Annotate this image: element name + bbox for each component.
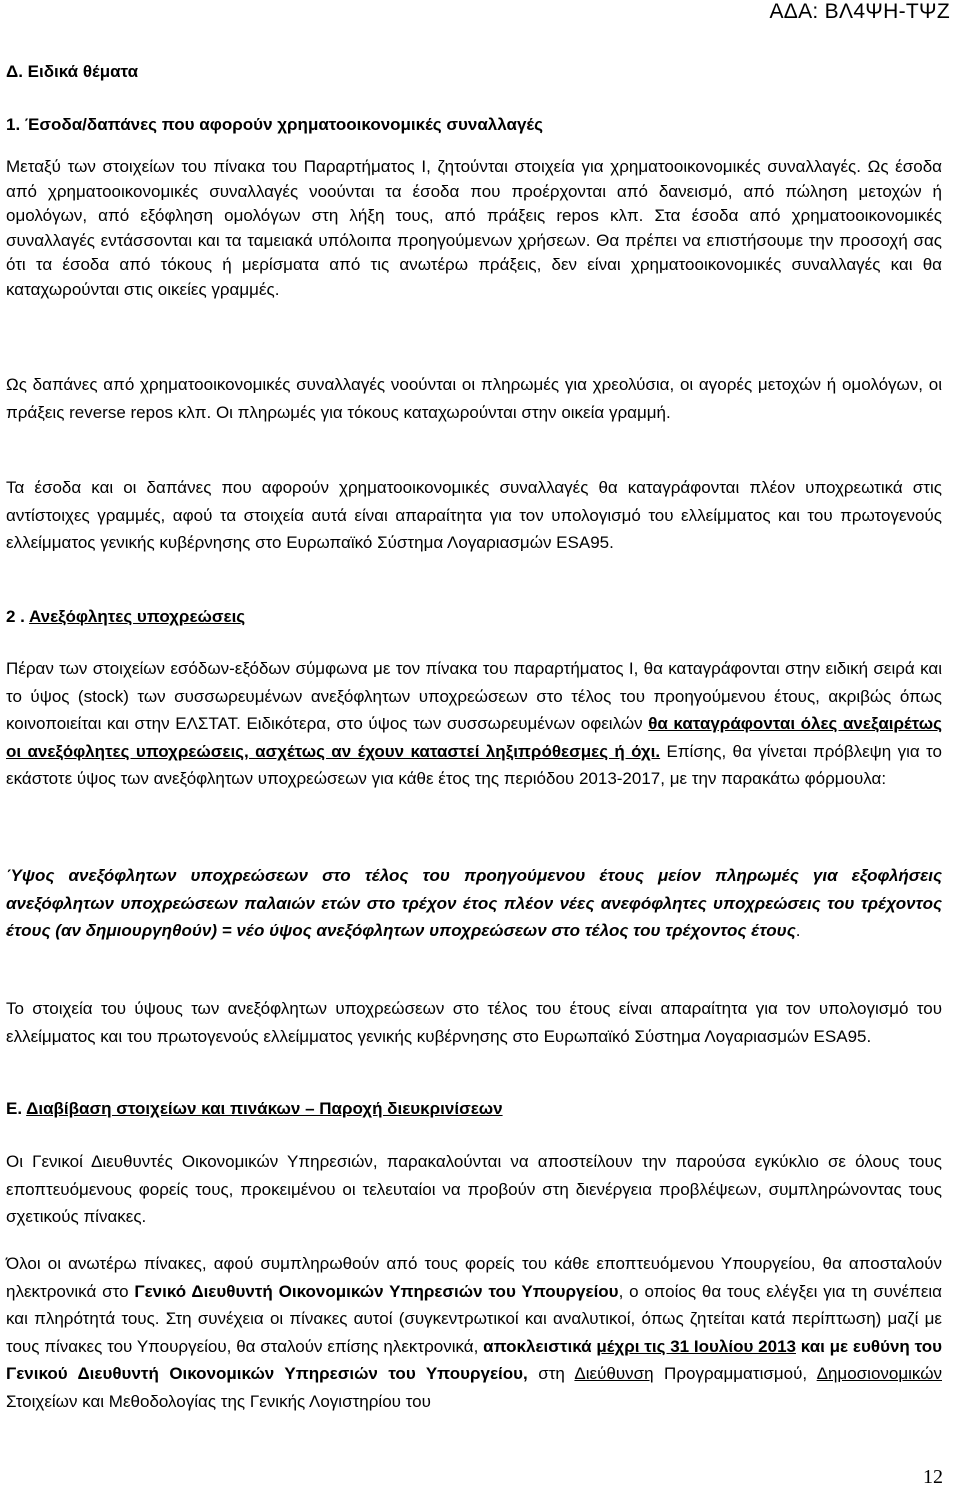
p7-responsibility: και με ευθύνη του Γενικού Διευθυντή Οικονομικών Υπηρεσιών του Υπουργείου, bbox=[6, 1336, 942, 1383]
paragraph-general-directors: Οι Γενικοί Διευθυντές Οικονομικών Υπηρεσιών, παρακαλούνται να αποστείλουν την παρούσα εγκύκλιο σε όλους τους εποπτευόμενους φορείς τους, προκειμένου οι τελευταίοι να προβούν στη διενέργεια προβλέψεων, συμπληρώνοντας τους σχετικούς πίνακες. bbox=[6, 1152, 942, 1226]
section-d-title: Δ. Ειδικά θέματα bbox=[6, 62, 139, 81]
section-d2-title bbox=[6, 607, 245, 627]
paragraph-esa95: Το στοιχεία του ύψους των ανεξόφλητων υποχρεώσεων στο τέλος του έτους είναι απαραίτητα για τον υπολογισμό του ελλείμματος και του πρωτογενούς ελλείμματος γενικής κυβέρνησης στο Ευρωπαϊκό Σύστημα Λογαριασμών ESA95. bbox=[6, 999, 942, 1046]
page-number: 12 bbox=[923, 1466, 943, 1488]
paragraph-submission bbox=[6, 1250, 942, 1415]
p7-directorate: Διεύθυνση bbox=[574, 1364, 654, 1383]
section-d1-title: 1. Έσοδα/δαπάνες που αφορούν χρηματοοικονομικές συναλλαγές bbox=[6, 115, 543, 134]
p7-text-g: στη bbox=[527, 1364, 575, 1383]
paragraph-financial-revenues: Μεταξύ των στοιχείων του πίνακα του Παραρτήματος Ι, ζητούνται στοιχεία για χρηματοοικονομικές συναλλαγές. Ως έσοδα από χρηματοοικονομικές συναλλαγές νοούνται τα έσοδα που προέρχονται από δανεισμό, από πώληση μετοχών ή ομολόγων, από εξόφληση ομολόγων στη λήξη τους, από πράξεις repos κλπ. Στα έσοδα από χρηματοοικονομικές συναλλαγές εντάσσονται και τα ταμειακά υπόλοιπα προηγούμενων χρήσεων. Θα πρέπει να επιστήσουμε την προσοχή σας ότι τα έσοδα από τόκους ή μερίσματα από τις ανωτέρω πράξεις, δεν είναι χρηματοοικονομικές συναλλαγές και θα καταχωρούνται στις οικείες γραμμές. bbox=[6, 157, 942, 299]
p7-general-director: Γενικό Διευθυντή Οικονομικών Υπηρεσιών του Υπουργείου bbox=[134, 1281, 619, 1301]
p4-text-c: Επίσης, θα γίνεται πρόβλεψη για το εκάστοτε ύψος των ανεξόφλητων υποχρεώσεων για κάθε έτος της περιόδου 2013-2017, με την παρακάτω φόρμουλα: bbox=[6, 741, 942, 788]
section-e-title-text: Διαβίβαση στοιχείων και πινάκων – Παροχή διευκρινίσεων bbox=[26, 1099, 503, 1118]
paragraph-formula bbox=[6, 862, 942, 945]
formula-text: Ύψος ανεξόφλητων υποχρεώσεων στο τέλος του προηγούμενου έτους μείον πληρωμές για εξοφλήσεις ανεξόφλητων υποχρεώσεων παλαιών ετών στο τρέχον έτος πλέον νέες ανεφόφλητες υποχρεώσεις του τρέχοντος έτους (αν δημιουργηθούν) = νέο ύψος ανεξόφλητων υποχρεώσεων στο τέλος του τρέχοντος έτους bbox=[6, 866, 942, 940]
document-code: ΑΔΑ: ΒΛ4ΨΗ-ΤΨΖ bbox=[769, 0, 950, 23]
p7-text-c: , ο οποίος θα τους ελέγξει για τη συνέπεια και πληρότητά τους. Στη συνέχεια οι πίνακες αυτοί (συγκεντρωτικοί και αναλυτικοί, όπως ζητείται κατά περίπτωση) μαζί με τους πίνακες του Υπουργείου, θα σταλούν επίσης ηλεκτρονικά, bbox=[6, 1281, 943, 1356]
section-d2-number: 2 . bbox=[6, 607, 29, 626]
section-d2-title-text: Ανεξόφλητες υποχρεώσεις bbox=[29, 607, 246, 626]
p7-text-i: Προγραμματισμού, bbox=[653, 1364, 817, 1383]
p7-deadline: μέχρι τις 31 Ιουλίου 2013 bbox=[596, 1336, 796, 1356]
p7-text-a: Όλοι οι ανωτέρω πίνακες, αφού συμπληρωθούν από τους φορείς του κάθε εποπτευόμενου Υπουργείου, θα αποσταλούν ηλεκτρονικά στο bbox=[6, 1254, 942, 1301]
p4-emphasis: θα καταγράφονται όλες ανεξαιρέτως οι ανεξόφλητες υποχρεώσεις, ασχέτως αν έχουν καταστεί ληξιπρόθεσμες ή όχι. bbox=[6, 714, 942, 761]
p4-text-a: Πέραν των στοιχείων εσόδων-εξόδων σύμφωνα με τον πίνακα του παραρτήματος Ι, θα καταγράφονται στην ειδική σειρά και το ύψος (stock) των συσσωρευμένων ανεξόφλητων υποχρεώσεων στο τέλος του προηγούμενου έτους, ακριβώς όπως κοινοποιείται και στην ΕΛΣΤΑΤ. Ειδικότερα, στο ύψος των συσσωρευμένων οφειλών bbox=[6, 659, 942, 733]
p7-fiscal: Δημοσιονομικών bbox=[816, 1364, 942, 1383]
section-e-title bbox=[6, 1099, 503, 1119]
paragraph-outstanding-liabilities bbox=[6, 655, 942, 793]
section-e-number: Ε. bbox=[6, 1099, 27, 1118]
p7-text-k: Στοιχείων και Μεθοδολογίας της Γενικής Λογιστηρίου του bbox=[6, 1391, 431, 1411]
paragraph-financial-expenses: Ως δαπάνες από χρηματοοικονομικές συναλλαγές νοούνται οι πληρωμές για χρεολύσια, οι αγορές μετοχών ή ομολόγων, οι πράξεις reverse repos κλπ. Οι πληρωμές για τόκους καταχωρούνται στην οικεία γραμμή. bbox=[6, 375, 942, 422]
p7-exclusively: αποκλειστικά bbox=[483, 1336, 592, 1356]
paragraph-mandatory-recording: Τα έσοδα και οι δαπάνες που αφορούν χρηματοοικονομικές συναλλαγές θα καταγράφονται πλέον υποχρεωτικά στις αντίστοιχες γραμμές, αφού τα στοιχεία αυτά είναι απαραίτητα για τον υπολογισμό του ελλείμματος και του πρωτογενούς ελλείμματος γενικής κυβέρνησης στο Ευρωπαϊκό Σύστημα Λογαριασμών ESA95. bbox=[6, 478, 942, 552]
formula-end: . bbox=[795, 921, 801, 940]
